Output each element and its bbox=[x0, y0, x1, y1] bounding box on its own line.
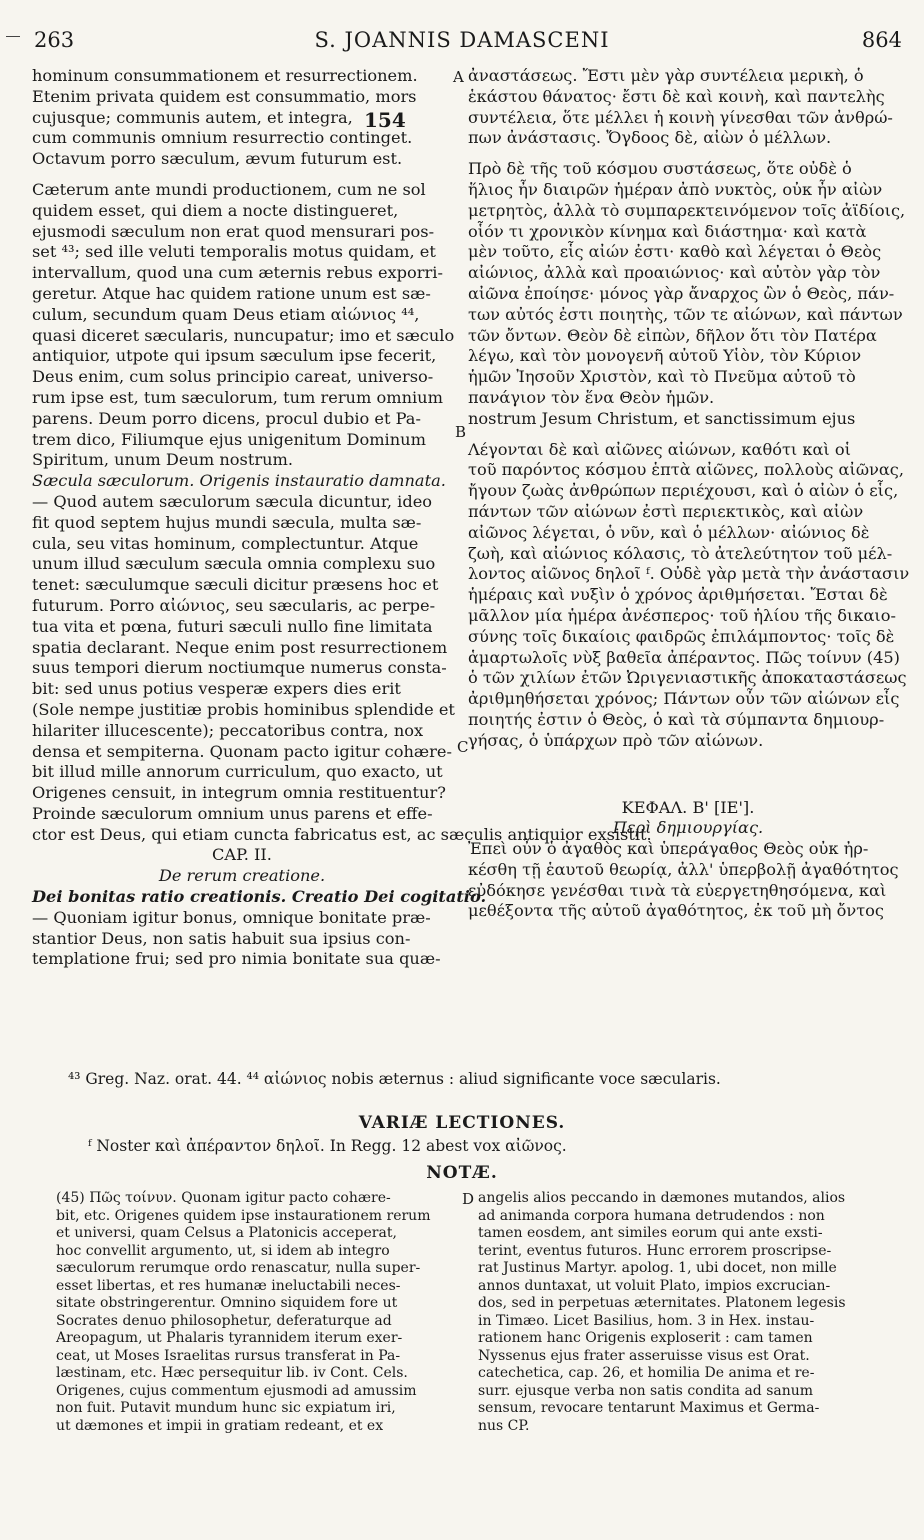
text-line: non fuit. Putavit mundum hunc sic expiatum iri, bbox=[56, 1400, 396, 1416]
page-number-left: 263 bbox=[34, 28, 75, 52]
text-line: tamen eosdem, ant similes eorum qui ante exsti- bbox=[478, 1225, 823, 1241]
text-line: εὐδόκησε γενέσθαι τινὰ τὰ εὐεργετηθησόμενα, καὶ bbox=[468, 880, 887, 900]
text-line: Origenes, cujus commentum ejusmodi ad amussim bbox=[56, 1382, 417, 1399]
text-line: læstinam, etc. Hæc persequitur lib. iv Cont. Cels. bbox=[56, 1365, 408, 1381]
text-line: μὲν τοῦτο, εἷς αἰών ἐστι· καθὸ καὶ λέγεται ὁ Θεὸς bbox=[468, 242, 882, 262]
text-line: (Sole nempe justitiæ probis hominibus splendide et bbox=[32, 699, 455, 719]
text-line: bit: sed unus potius vesperæ expers dies erit bbox=[32, 679, 401, 699]
text-line: ἡμέραις καὶ νυξὶν ὁ χρόνος ἀριθμήσεται. Ἔσται δὲ bbox=[468, 585, 888, 605]
text-line: intervallum, quod una cum æternis rebus exporri- bbox=[32, 263, 443, 283]
text-line: Sæcula sæculorum. Origenis instauratio damnata. bbox=[32, 471, 446, 491]
text-line: πανάγιον τὸν ἕνα Θεὸν ἡμῶν. bbox=[468, 387, 715, 407]
text-line: surr. ejusque verba non satis condita ad sanum bbox=[478, 1382, 814, 1399]
text-line: ποιητής ἐστιν ὁ Θεὸς, ὁ καὶ τὰ σύμπαντα δημιουρ- bbox=[468, 709, 885, 729]
text-line: antiquior, utpote qui ipsum sæculum ipse fecerit, bbox=[32, 346, 437, 366]
column-number-154: 154 bbox=[364, 108, 406, 132]
text-line: πάντων τῶν αἰώνων ἐστὶ περιεκτικὸς, καὶ αἰὼν bbox=[468, 501, 864, 521]
text-line: cujusque; communis autem, et integra, bbox=[32, 107, 353, 127]
text-line: dos, sed in perpetuas æternitates. Platonem legesis bbox=[478, 1295, 846, 1311]
chapter-title: CAP. II. bbox=[212, 845, 272, 865]
page-number-right: 864 bbox=[861, 28, 902, 52]
text-line: annos duntaxat, ut voluit Plato, impios excrucian- bbox=[478, 1277, 831, 1294]
text-line: γήσας, ὁ ὑπάρχων πρὸ τῶν αἰώνων. bbox=[468, 730, 764, 750]
text-line: συντέλεια, ὅτε μέλλει ἡ κοινὴ γίνεσθαι τῶν ἀνθρώ- bbox=[468, 107, 893, 127]
text-line: et universi, quam Celsus a Platonicis acceperat, bbox=[56, 1225, 397, 1241]
text-line: cum communis omnium resurrectio continget. bbox=[32, 128, 413, 148]
text-line: unum illud sæculum sæcula omnia complexu suo bbox=[32, 554, 436, 574]
text-line: μετρητὸς, ἀλλὰ τὸ συμπαρεκτεινόμενον τοῖς ἀϊδίοις, bbox=[468, 200, 906, 220]
text-line: rat Justinus Martyr. apolog. 1, ubi docet, non mille bbox=[478, 1260, 837, 1276]
text-line: Octavum porro sæculum, ævum futurum est. bbox=[32, 149, 403, 169]
text-line: ceat, ut Moses Israelitas rursus transferat in Pa- bbox=[56, 1347, 401, 1364]
variae-text: ᶠ Noster καὶ ἀπέραντον δηλοῖ. In Regg. 12 abest vox αἰῶνος. bbox=[88, 1137, 567, 1155]
text-line: hominum consummationem et resurrectionem. bbox=[32, 66, 418, 85]
text-line: set ⁴³; sed ille veluti temporalis motus quidam, et bbox=[32, 242, 436, 262]
running-title: S. JOANNIS DAMASCENI bbox=[314, 28, 610, 52]
section-marker-a: A bbox=[453, 68, 464, 86]
chapter-summary: Dei bonitas ratio creationis. Creatio Dei cogitatio. bbox=[32, 887, 487, 907]
text-line: Cæterum ante mundi productionem, cum ne sol bbox=[32, 179, 426, 199]
text-line: αἰῶνος λέγεται, ὁ νῦν, καὶ ὁ μέλλων· αἰώνιος δὲ bbox=[468, 522, 870, 542]
text-line: sitate obstringerentur. Omnino siquidem fore ut bbox=[56, 1295, 398, 1311]
section-marker-d: D bbox=[462, 1190, 475, 1208]
text-line: των αὐτός ἐστι ποιητὴς, τῶν τε αἰώνων, καὶ πάντων bbox=[468, 304, 903, 324]
greek-bridge-line: nostrum Jesum Christum, et sanctissimum ejus bbox=[468, 408, 856, 428]
text-line: bit illud mille annorum curriculum, quo exacto, ut bbox=[32, 762, 443, 782]
text-line bbox=[468, 149, 908, 159]
text-line: sensum, revocare tentarunt Maximus et Germa- bbox=[478, 1400, 820, 1416]
text-line: angelis alios peccando in dæmones mutandos, alios bbox=[478, 1190, 846, 1206]
text-line: ζωὴ, καὶ αἰώνιος κόλασις, τὸ ἀτελεύτητον τοῦ μέλ- bbox=[468, 543, 893, 563]
text-line: (45) Πῶς τοίνυν. Quonam igitur pacto cohære- bbox=[56, 1190, 391, 1206]
text-line: μᾶλλον μία ἡμέρα ἀνέσπερος· τοῦ ἡλίου τῆς δικαιο- bbox=[468, 605, 896, 625]
text-line: esset libertas, et res humanæ ineluctabili neces- bbox=[56, 1277, 401, 1294]
spacer bbox=[468, 430, 908, 440]
section-marker-c: C bbox=[457, 738, 469, 756]
text-line: τῶν ὄντων. Θεὸν δὲ εἰπὼν, δῆλον ὅτι τὸν Πατέρα bbox=[468, 325, 877, 345]
greek-chapter-title: ΚΕΦΑΛ. Β' [ΙΕ']. bbox=[621, 797, 755, 817]
text-line: culum, secundum quam Deus etiam αἰώνιος ⁴⁴, bbox=[32, 304, 420, 324]
text-line: ἑκάστου θάνατος· ἔστι δὲ καὶ κοινὴ, καὶ παντελὴς bbox=[468, 86, 885, 106]
text-line: parens. Deum porro dicens, procul dubio et Pa- bbox=[32, 408, 421, 428]
spacer bbox=[468, 752, 908, 798]
text-line: μεθέξοντα τῆς αὐτοῦ ἀγαθότητος, ἐκ τοῦ μὴ ὄντος bbox=[468, 901, 884, 921]
text-line: πων ἀνάστασις. Ὄγδοος δὲ, αἰὼν ὁ μέλλων. bbox=[468, 128, 832, 148]
text-line: ἡμῶν Ἰησοῦν Χριστὸν, καὶ τὸ Πνεῦμα αὐτοῦ τὸ bbox=[468, 367, 856, 387]
footnote: ⁴³ Greg. Naz. orat. 44. ⁴⁴ αἰώνιος nobis æternus : aliud significante voce sæcularis. bbox=[68, 1070, 721, 1088]
greek-chapter-subtitle: Περὶ δημιουργίας. bbox=[612, 818, 764, 838]
text-line: stantior Deus, non satis habuit sua ipsius con- bbox=[32, 928, 411, 948]
text-line: bit, etc. Origenes quidem ipse instaurationem rerum bbox=[56, 1207, 431, 1224]
text-line: terint, eventus futuros. Hunc errorem proscripse- bbox=[478, 1242, 832, 1259]
text-line: Λέγονται δὲ καὶ αἰῶνες αἰώνων, καθότι καὶ οἱ bbox=[468, 439, 852, 459]
text-line: ut dæmones et impii in gratiam redeant, et ex bbox=[56, 1417, 384, 1434]
text-line: futurum. Porro αἰώνιος, seu sæcularis, ac perpe- bbox=[32, 595, 436, 615]
text-line: spatia declarant. Neque enim post resurrectionem bbox=[32, 637, 448, 657]
text-line: αἰῶνα ἐποίησε· μόνος γὰρ ἄναρχος ὢν ὁ Θεὸς, πάν- bbox=[468, 283, 895, 303]
text-line: ἥλιος ἦν διαιρῶν ἡμέραν ἀπὸ νυκτὸς, οὐκ ἦν αἰὼν bbox=[468, 179, 883, 199]
text-line: Deus enim, cum solus principio careat, universo- bbox=[32, 367, 434, 387]
bridge-line: ctor est Deus, qui etiam cuncta fabricatus est, ac sæculis antiquior exsistit. bbox=[32, 824, 652, 844]
variae-title: VARIÆ LECTIONES. bbox=[358, 1113, 566, 1133]
text-line: Nyssenus ejus frater asseruisse visus est Orat. bbox=[478, 1347, 810, 1364]
text-line: Πρὸ δὲ τῆς τοῦ κόσμου συστάσεως, ὅτε οὐδὲ ὁ bbox=[468, 159, 852, 179]
text-line: — Quod autem sæculorum sæcula dicuntur, ideo bbox=[32, 491, 433, 511]
text-line: Origenes censuit, in integrum omnia restituentur? bbox=[32, 783, 446, 803]
text-line: ἤγουν ζωὰς ἀνθρώπων περιέχουσι, καὶ ὁ αἰὼν ὁ εἷς, bbox=[468, 481, 899, 501]
notes-right-column bbox=[478, 1190, 898, 1435]
text-line: catechetica, cap. 26, et homilia De anima et re- bbox=[478, 1365, 815, 1381]
text-line: — Quoniam igitur bonus, omnique bonitate præ- bbox=[32, 907, 431, 927]
text-line: ad animanda corpora humana detrudendos : non bbox=[478, 1207, 825, 1224]
text-line: rum ipse est, tum sæculorum, tum rerum omnium bbox=[32, 387, 443, 407]
text-line: λέγω, καὶ τὸν μονογενῆ αὐτοῦ Υἱὸν, τὸν Κύριον bbox=[468, 346, 862, 366]
notae-title: NOTÆ. bbox=[426, 1163, 498, 1183]
bridge-line: Proinde sæculorum omnium unus parens et effe- bbox=[32, 803, 433, 823]
text-line: tua vita et pœna, futuri sæculi nullo fine limitata bbox=[32, 616, 433, 636]
text-line: σύνης τοῖς δικαίοις φαιδρῶς ἐπιλάμποντος· τοῖς δὲ bbox=[468, 626, 895, 646]
text-line: λοντος αἰῶνος δηλοῖ ᶠ. Οὐδὲ γὰρ μετὰ τὴν ἀνάστασιν bbox=[468, 564, 910, 584]
text-line: densa et sempiterna. Quonam pacto igitur cohære- bbox=[32, 741, 452, 761]
text-line: trem dico, Filiumque ejus unigenitum Dominum bbox=[32, 429, 426, 449]
text-line: quasi diceret sæcularis, nuncupatur; imo et sæculo bbox=[32, 325, 455, 345]
text-line: αἰώνιος, ἀλλὰ καὶ προαιώνιος· καὶ αὐτὸν γὰρ τὸν bbox=[468, 263, 881, 283]
text-line: ejusmodi sæculum non erat quod mensurari pos- bbox=[32, 221, 435, 241]
text-line: Socrates denuo philosophetur, deferaturque ad bbox=[56, 1312, 392, 1329]
text-line: Areopagum, ut Phalaris tyrannidem iterum exer- bbox=[56, 1330, 403, 1346]
page-header bbox=[0, 22, 924, 58]
text-line: ὁ τῶν χιλίων ἐτῶν Ὠριγενιαστικῆς ἀποκαταστάσεως bbox=[468, 668, 907, 688]
text-line: cula, seu vitas hominum, complectuntur. Atque bbox=[32, 533, 419, 553]
text-line: rationem hanc Origenis exploserit : cam tamen bbox=[478, 1330, 813, 1346]
text-line: templatione frui; sed pro nimia bonitate sua quæ- bbox=[32, 949, 441, 969]
text-line: κέσθη τῇ ἑαυτοῦ θεωρίᾳ, ἀλλ' ὑπερβολῇ ἀγαθότητος bbox=[468, 859, 899, 879]
section-marker-b: B bbox=[455, 423, 467, 441]
text-line: οἷόν τι χρονικὸν κίνημα καὶ διάστημα· καὶ κατὰ bbox=[468, 221, 867, 241]
text-line: hoc convellit argumento, ut, si idem ab integro bbox=[56, 1242, 390, 1259]
text-line: hilariter illucescente); peccatoribus contra, nox bbox=[32, 720, 424, 740]
text-line: Etenim privata quidem est consummatio, mors bbox=[32, 86, 417, 106]
text-line: fit quod septem hujus mundi sæcula, multa sæ- bbox=[32, 512, 422, 532]
text-line: Ἐπεὶ οὖν ὁ ἀγαθὸς καὶ ὑπεράγαθος Θεὸς οὐκ ἠρ- bbox=[468, 839, 869, 859]
text-line: ἀναστάσεως. Ἔστι μὲν γὰρ συντέλεια μερικὴ, ὁ bbox=[468, 66, 864, 85]
text-line: nus CP. bbox=[478, 1417, 530, 1434]
chapter-subtitle: De rerum creatione. bbox=[158, 866, 326, 886]
text-line: quidem esset, qui diem a nocte distingueret, bbox=[32, 200, 399, 220]
text-line: tenet: sæculumque sæculi dicitur præsens hoc et bbox=[32, 575, 439, 595]
text-line: suus tempori dierum noctiumque numerus consta- bbox=[32, 658, 447, 678]
text-line: sæculorum rerumque ordo renascatur, nulla super- bbox=[56, 1260, 421, 1276]
text-line: τοῦ παρόντος κόσμου ἑπτὰ αἰῶνες, πολλοὺς αἰῶνας, bbox=[468, 460, 905, 480]
text-line: in Timæo. Licet Basilius, hom. 3 in Hex. instau- bbox=[478, 1312, 815, 1329]
text-line: Spiritum, unum Deum nostrum. bbox=[32, 450, 294, 470]
text-line: ἁμαρτωλοῖς νὺξ βαθεῖα ἀπέραντος. Πῶς τοίνυν (45) bbox=[468, 647, 900, 667]
text-line: ἀριθμηθήσεται χρόνος; Πάντων οὖν τῶν αἰώνων εἷς bbox=[468, 689, 900, 709]
greek-column bbox=[468, 66, 908, 922]
text-line bbox=[32, 170, 452, 180]
text-line: geretur. Atque hac quidem ratione unum est sæ- bbox=[32, 283, 431, 303]
notes-left-column bbox=[56, 1190, 466, 1435]
